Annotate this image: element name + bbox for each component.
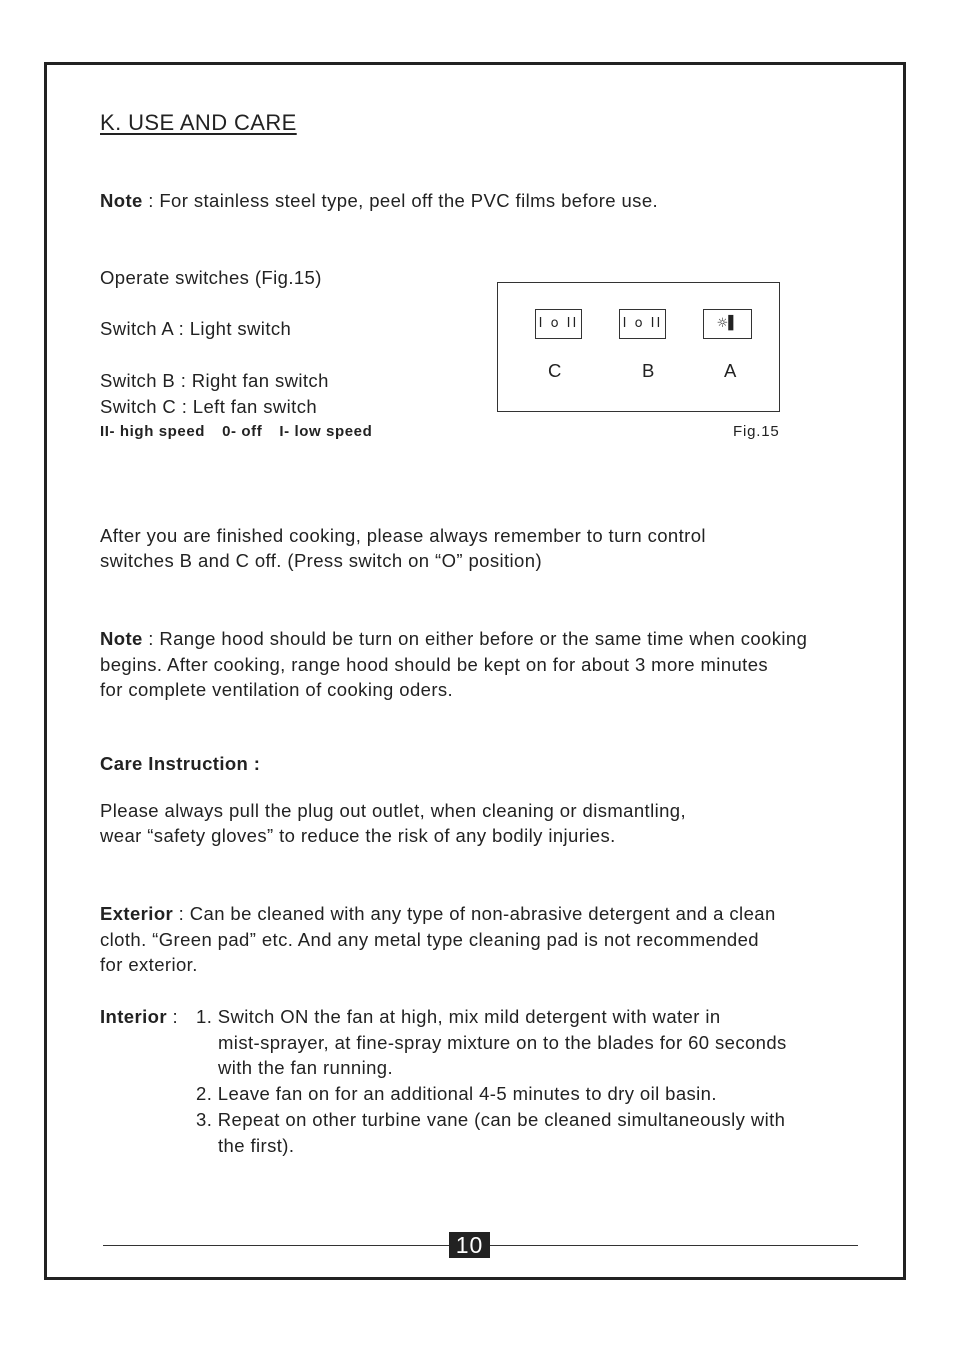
switch-c-label: C (548, 360, 562, 381)
interior-step-1 (196, 1004, 721, 1030)
interior-sep: : (166, 1006, 190, 1027)
switch-a-label: A (724, 360, 737, 381)
note-line: for complete ventilation of cooking oders. (100, 679, 454, 700)
switch-panel-figure (497, 282, 780, 412)
care-text-line: Please always pull the plug out outlet, when cleaning or dismantling, (100, 800, 687, 821)
fan-switch-icon: I o II (535, 309, 582, 339)
step-number: 1. (196, 1006, 218, 1027)
exterior-line: cloth. “Green pad” etc. And any metal type cleaning pad is not recommended (100, 929, 759, 950)
note-label: Note (100, 190, 143, 211)
footer-rule-left (103, 1245, 449, 1246)
legend-off: 0- off (222, 423, 263, 440)
note-pvc (100, 188, 658, 214)
care-text-line: wear “safety gloves” to reduce the risk of any bodily injuries. (100, 825, 616, 846)
footer-rule-right (490, 1245, 858, 1246)
switch-a-desc: Switch A : Light switch (100, 318, 292, 339)
operate-switches: Operate switches (Fig.15) (100, 267, 322, 288)
switch-b-label: B (642, 360, 655, 381)
exterior-line: for exterior. (100, 954, 198, 975)
step-text: mist-sprayer, at fine-spray mixture on to the blades for 60 seconds (218, 1032, 787, 1053)
step-text: the first). (218, 1135, 295, 1156)
note-range-hood (100, 626, 807, 652)
step-text: Switch ON the fan at high, mix mild detergent with water in (217, 1006, 721, 1027)
figure-caption: Fig.15 (733, 423, 780, 440)
step-text: Repeat on other turbine vane (can be cleaned simultaneously with (217, 1109, 786, 1130)
page-number: 10 (449, 1232, 490, 1258)
care-heading: Care Instruction : (100, 753, 261, 774)
after-cooking-line: switches B and C off. (Press switch on “O” position) (100, 550, 542, 571)
light-switch-icon: ☼▌ (703, 309, 752, 339)
step-text: Leave fan on for an additional 4-5 minutes to dry oil basin. (217, 1083, 717, 1104)
interior-text (100, 1004, 189, 1030)
speed-legend (100, 423, 389, 440)
interior-step-3 (196, 1107, 785, 1133)
switch-b-desc: Switch B : Right fan switch (100, 370, 329, 391)
exterior-line: : Can be cleaned with any type of non-abrasive detergent and a clean (173, 903, 776, 924)
note-text: : Range hood should be turn on either before or the same time when cooking (142, 628, 808, 649)
step-number: 2. (196, 1083, 218, 1104)
exterior-label: Exterior (100, 903, 174, 924)
step-text: with the fan running. (218, 1057, 394, 1078)
after-cooking-line: After you are finished cooking, please always remember to turn control (100, 525, 706, 546)
section-title: K. USE AND CARE (100, 110, 297, 135)
legend-high: II- high speed (100, 423, 206, 440)
interior-label: Interior (100, 1006, 167, 1027)
interior-step-2 (196, 1081, 717, 1107)
exterior-text (100, 901, 776, 927)
switch-c-desc: Switch C : Left fan switch (100, 396, 318, 417)
note-line: begins. After cooking, range hood should be kept on for about 3 more minutes (100, 654, 769, 675)
legend-low: I- low speed (279, 423, 373, 440)
note-label: Note (100, 628, 143, 649)
note-text: : For stainless steel type, peel off the PVC films before use. (142, 190, 659, 211)
step-number: 3. (196, 1109, 218, 1130)
fan-switch-icon: I o II (619, 309, 666, 339)
